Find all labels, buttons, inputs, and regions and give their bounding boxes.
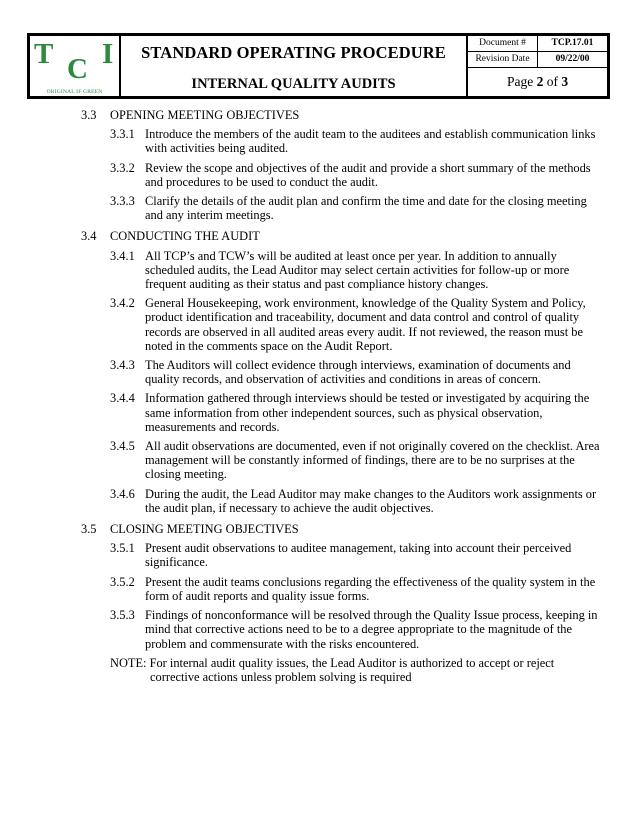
item-number: 3.5.1	[110, 541, 135, 556]
section-title: CLOSING MEETING OBJECTIVES	[110, 522, 299, 537]
list-item	[0, 161, 638, 189]
page-total: 3	[561, 74, 569, 89]
item-number: 3.4.1	[110, 248, 135, 263]
list-item	[0, 249, 638, 292]
section-heading	[0, 229, 638, 243]
item-number: 3.4.2	[110, 296, 135, 311]
revision-date-row	[468, 52, 607, 68]
item-text: Information gathered through interviews should be tested or investigated by acquiring the same information from other independent sources, such as physical observation, measurements and records.	[145, 391, 590, 434]
page-prefix: Page	[506, 74, 534, 89]
item-number: 3.5.3	[110, 608, 135, 623]
page-current: 2	[536, 74, 544, 89]
note-line-2: corrective actions unless problem solving is required	[150, 669, 412, 684]
revision-date-label: Revision Date	[468, 52, 538, 67]
page-indicator	[468, 68, 607, 96]
list-item	[0, 541, 638, 569]
list-item	[0, 608, 638, 651]
note-line-1: NOTE: For internal audit quality issues, the Lead Auditor is authorized to accept or reject	[110, 655, 555, 670]
item-number: 3.5.2	[110, 574, 135, 589]
item-text: All audit observations are documented, even if not originally covered on the checklist. Area management will be constantly informed of findings, there are to be no surprises at the closing meeting.	[145, 439, 600, 482]
section-number: 3.5	[81, 522, 97, 537]
item-text: The Auditors will collect evidence through interviews, examination of documents and quality records, and observation of activities and conditions in areas of concern.	[145, 358, 571, 387]
item-text: Clarify the details of the audit plan and confirm the time and date for the closing meeting and any interim meetings.	[145, 194, 587, 223]
section-number: 3.4	[81, 229, 97, 244]
revision-date-value: 09/22/00	[555, 54, 590, 64]
document-meta	[468, 36, 607, 96]
document-header	[27, 33, 610, 99]
item-number: 3.4.6	[110, 486, 135, 501]
list-item	[0, 358, 638, 386]
title-cell	[121, 36, 468, 96]
document-number-label: Document #	[468, 36, 538, 51]
document-subtitle: INTERNAL QUALITY AUDITS	[191, 76, 396, 92]
document-number-value: TCP.17.01	[551, 38, 594, 48]
company-logo	[30, 36, 121, 96]
item-text: Introduce the members of the audit team to the auditees and establish communication links with activities being audited.	[145, 127, 596, 156]
document-number-row	[468, 36, 607, 52]
logo-caption: ORIGINAL IF GREEN	[46, 89, 103, 95]
list-item	[0, 296, 638, 353]
section-title: CONDUCTING THE AUDIT	[110, 229, 260, 244]
item-text: General Housekeeping, work environment, knowledge of the Quality System and Policy, product identification and traceability, document and data control and control of quality records are observed in all audited areas every audit. If not reviewed, the reason must be noted in the comments space on the Audit Report.	[145, 296, 586, 353]
list-item	[0, 127, 638, 155]
logo-letter-t: T	[34, 38, 54, 70]
item-text: Findings of nonconformance will be resolved through the Quality Issue process, keeping in mind that corrective actions need to be to a degree appropriate to the magnitude of the problem and commensurate with the risks encountered.	[145, 608, 598, 651]
section-number: 3.3	[81, 108, 97, 122]
list-item	[0, 439, 638, 482]
page-of: of	[546, 74, 558, 89]
list-item	[0, 194, 638, 222]
section-opening-meeting	[0, 108, 638, 222]
item-text: During the audit, the Lead Auditor may make changes to the Auditors work assignments or the audit plan, if necessary to achieve the audit objectives.	[145, 486, 597, 515]
item-number: 3.3.2	[110, 160, 135, 175]
document-body	[0, 108, 638, 691]
section-closing-meeting	[0, 522, 638, 684]
section-heading	[0, 522, 638, 536]
list-item	[0, 487, 638, 515]
logo-letter-i: I	[102, 38, 114, 70]
item-text: Review the scope and objectives of the audit and provide a short summary of the methods and procedures to be used to conduct the audit.	[145, 160, 591, 189]
item-number: 3.4.4	[110, 391, 135, 406]
item-text: Present audit observations to auditee management, taking into account their perceived significance.	[145, 541, 572, 570]
note-paragraph	[0, 656, 638, 684]
document-title: STANDARD OPERATING PROCEDURE	[141, 43, 446, 62]
item-number: 3.3.1	[110, 127, 135, 142]
list-item	[0, 391, 638, 434]
section-conducting-audit	[0, 229, 638, 515]
logo-letter-c: C	[67, 53, 88, 85]
item-number: 3.3.3	[110, 194, 135, 209]
item-text: Present the audit teams conclusions regarding the effectiveness of the quality system in the form of audit reports and quality issue forms.	[145, 574, 596, 603]
item-number: 3.4.3	[110, 358, 135, 373]
item-number: 3.4.5	[110, 439, 135, 454]
item-text: All TCP’s and TCW’s will be audited at least once per year. In addition to annually scheduled audits, the Lead Auditor may select certain activities for follow-up or more frequent auditing as their status and past compliance history changes.	[145, 248, 570, 292]
section-title: OPENING MEETING OBJECTIVES	[110, 108, 300, 122]
section-heading	[0, 108, 638, 122]
list-item	[0, 575, 638, 603]
